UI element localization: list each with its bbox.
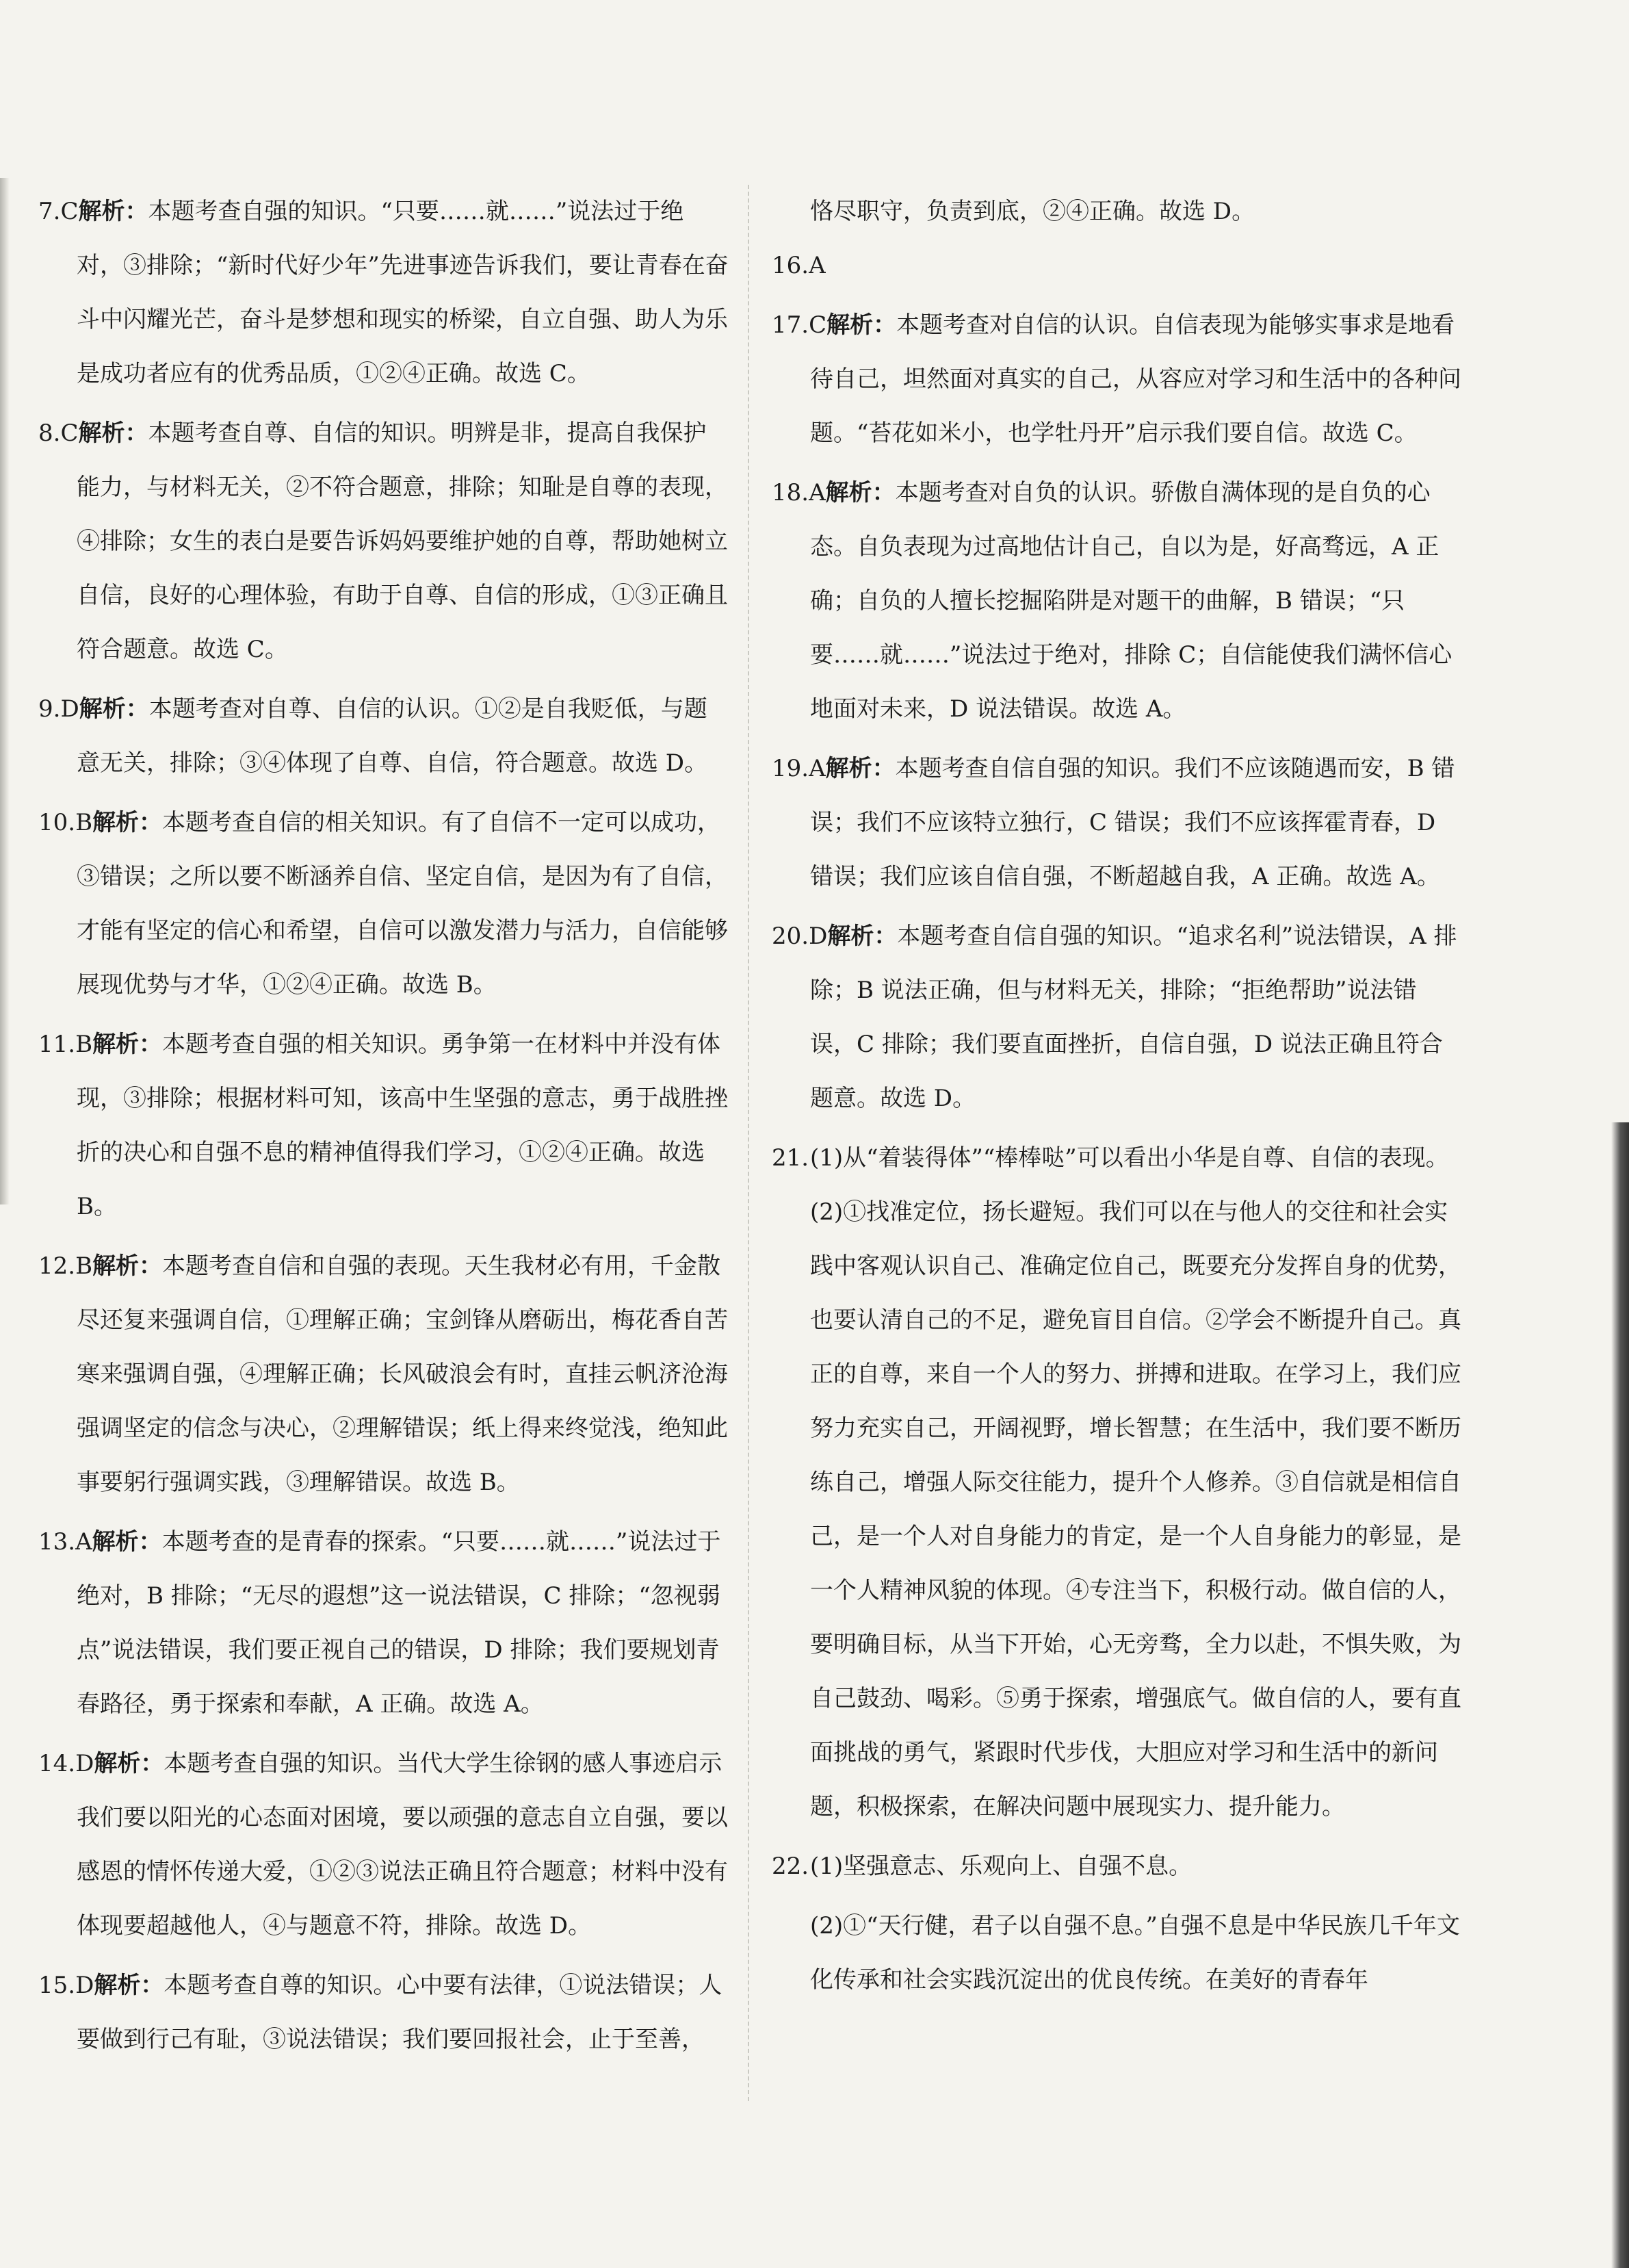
answer-item: 7.C解析：本题考查自强的知识。“只要……就……”说法过于绝对，③排除；“新时代好少年”先进事迹告诉我们，要让青春在奋斗中闪耀光芒，奋斗是梦想和现实的桥梁，自立自强、助人为乐是成功者应有的优秀品质，①②④正确。故选 C。 [38,198,729,387]
answer-item: 21.(1)从“着装得体”“棒棒哒”可以看出小华是自尊、自信的表现。(2)①找准定位，扬长避短。我们可以在与他人的交往和社会实践中客观认识自己、准确定位自己，既要充分发挥自身的优势，也要认清自己的不足，避免盲目自信。②学会不断提升自己。真正的自尊，来自一个人的努力、拼搏和进取。在学习上，我们应努力充实自己，开阔视野，增长智慧；在生活中，我们要不断历练自己，增强人际交往能力，提升个人修养。③自信就是相信自己，是一个人对自身能力的肯定，是一个人自身能力的彰显，是一个人精神风貌的体现。④专注当下，积极行动。做自信的人，要明确目标，从当下开始，心无旁骛，全力以赴，不惧失败，为自己鼓劲、喝彩。⑤勇于探索，增强底气。做自信的人，要有直面挑战的勇气，紧跟时代步伐，大胆应对学习和生活中的新问题，积极探索，在解决问题中展现实力、提升能力。 [772,1144,1461,1820]
answer-item: 18.A解析：本题考查对自负的认识。骄傲自满体现的是自负的心态。自负表现为过高地估计自己，自以为是，好高骛远，A 正确；自负的人擅长挖掘陷阱是对题干的曲解，B 错误；“只要……就……”说法过于绝对，排除 C；自信能使我们满怀信心地面对未来，D 说法错误。故选 A。 [772,479,1452,723]
left-column [38,185,729,2072]
column-divider [748,185,749,2101]
answer-item: 19.A解析：本题考查自信自强的知识。我们不应该随遇而安，B 错误；我们不应该特立独行，C 错误；我们不应该挥霍青春，D 错误；我们应该自信自强，不断超越自我，A 正确。故选 A。 [772,755,1455,890]
answer-item: 22.(1)坚强意志、乐观向上、自强不息。 [772,1853,1193,1880]
page-edge-shadow-left [0,178,10,1204]
page-edge-shadow-right [1611,1122,1629,2268]
answer-item: 10.B解析：本题考查自信的相关知识。有了自信不一定可以成功，③错误；之所以要不断涵养自信、坚定自信，是因为有了自信，才能有坚定的信心和希望，自信可以激发潜力与活力，自信能够展现优势与才华，①②④正确。故选 B。 [38,809,728,998]
answer-item: 11.B解析：本题考查自强的相关知识。勇争第一在材料中并没有体现，③排除；根据材料可知，该高中生坚强的意志，勇于战胜挫折的决心和自强不息的精神值得我们学习，①②④正确。故选 B。 [38,1031,728,1220]
right-column [772,185,1463,2007]
answer-item: 20.D解析：本题考查自信自强的知识。“追求名利”说法错误，A 排除；B 说法正确，但与材料无关，排除；“拒绝帮助”说法错误，C 排除；我们要直面挫折，自信自强，D 说法正确且符合题意。故选 D。 [772,923,1457,1112]
answer-item: 17.C解析：本题考查对自信的认识。自信表现为能够实事求是地看待自己，坦然面对真实的自己，从容应对学习和生活中的各种问题。“苔花如米小，也学牡丹开”启示我们要自信。故选 C。 [772,311,1461,447]
answer-item: 12.B解析：本题考查自信和自强的表现。天生我材必有用，千金散尽还复来强调自信，①理解正确；宝剑锋从磨砺出，梅花香自苦寒来强调自强，④理解正确；长风破浪会有时，直挂云帆济沧海强调坚定的信念与决心，②理解错误；纸上得来终觉浅，绝知此事要躬行强调实践，③理解错误。故选 B。 [38,1252,728,1496]
continued-text: 恪尽职守，负责到底，②④正确。故选 D。 [810,198,1255,225]
continued-text: (2)①“天行健，君子以自强不息。”自强不息是中华民族几千年文化传承和社会实践沉淀出的优良传统。在美好的青春年 [810,1912,1460,1994]
answer-item: 15.D解析：本题考查自尊的知识。心中要有法律，①说法错误；人要做到行己有耻，③说法错误；我们要回报社会，止于至善， [38,1972,722,2053]
answer-item: 13.A解析：本题考查的是青春的探索。“只要……就……”说法过于绝对，B 排除；“无尽的遐想”这一说法错误，C 排除；“忽视弱点”说法错误，我们要正视自己的错误，D 排除；我们要规划青春路径，勇于探索和奉献，A 正确。故选 A。 [38,1528,721,1718]
answer-item: 8.C解析：本题考查自尊、自信的知识。明辨是非，提高自我保护能力，与材料无关，②不符合题意，排除；知耻是自尊的表现，④排除；女生的表白是要告诉妈妈要维护她的自尊，帮助她树立自信，良好的心理体验，有助于自尊、自信的形成，①③正确且符合题意。故选 C。 [38,420,728,663]
answer-item: 14.D解析：本题考查自强的知识。当代大学生徐钢的感人事迹启示我们要以阳光的心态面对困境，要以顽强的意志自立自强，要以感恩的情怀传递大爱，①②③说法正确且符合题意；材料中没有体现要超越他人，④与题意不符，排除。故选 D。 [38,1750,728,1940]
answer-item: 9.D解析：本题考查对自尊、自信的认识。①②是自我贬低，与题意无关，排除；③④体现了自尊、自信，符合题意。故选 D。 [38,695,708,777]
answer-item: 16.A [772,252,826,279]
